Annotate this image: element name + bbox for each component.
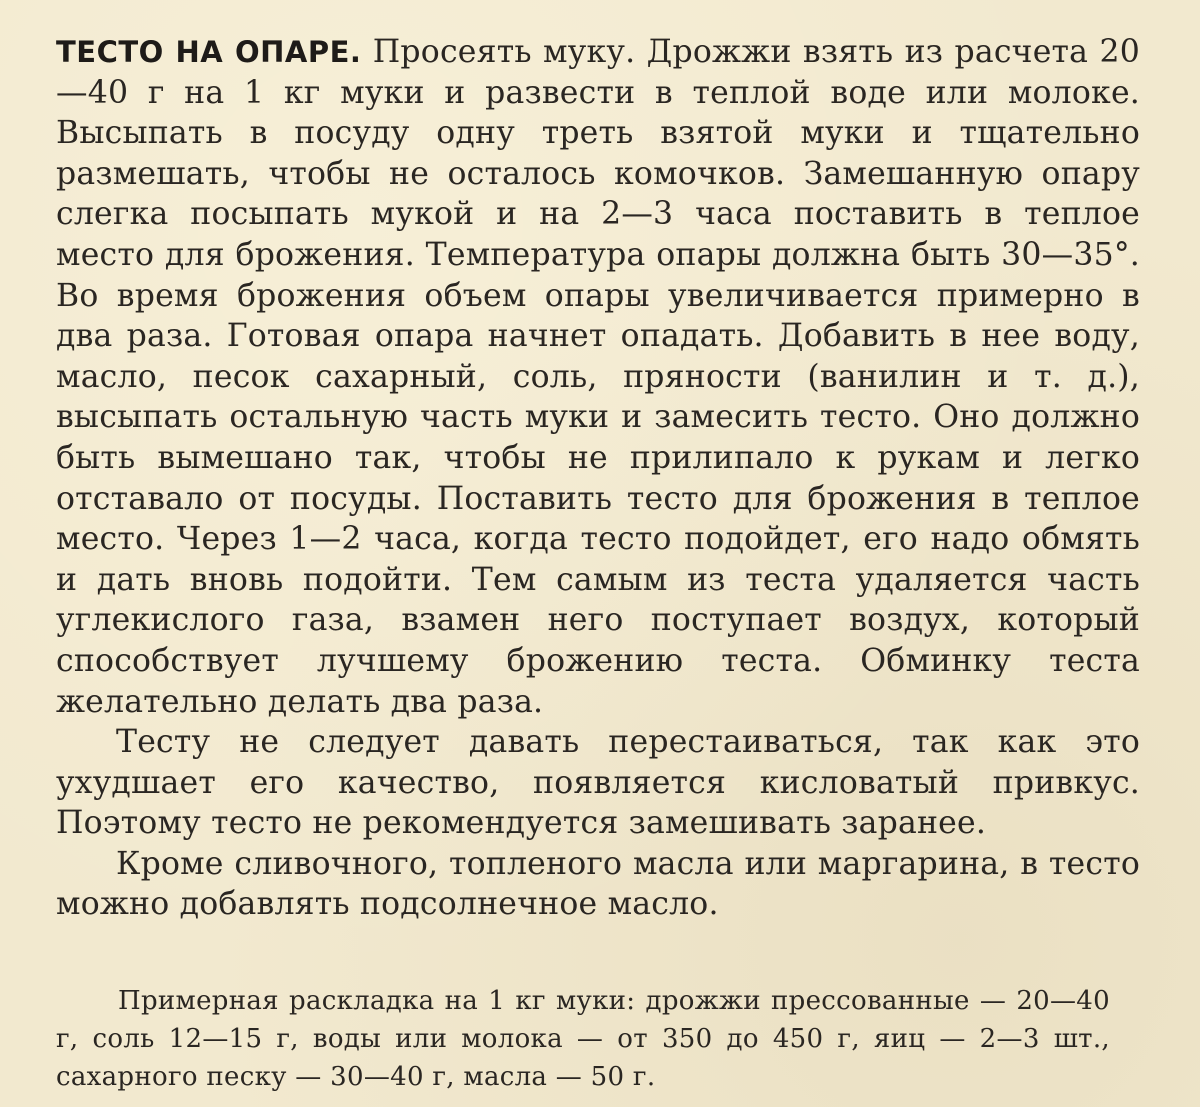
ingredient-note: Примерная раскладка на 1 кг муки: дрожжи прессованные — 20—40 г, соль 12—15 г, воды или молока — от 350 до 450 г, яиц — 2—3 шт., сахарного песку — 30—40 г, масла — 50 г. [56,986,1110,1092]
recipe-paragraph-2: Тесту не следует давать перестаиваться, так как это ухудшает его качество, появляется кисловатый привкус. Поэтому тесто не рекомендуется замешивать заранее. [56,724,1140,842]
recipe-heading: ТЕСТО НА ОПАРЕ. [56,35,362,69]
recipe-paragraph-1 [56,32,1140,722]
recipe-paragraph-3: Кроме сливочного, топленого масла или маргарина, в тесто можно добавлять подсолнечное масло. [56,845,1140,923]
recipe-paragraph-1-text: Просеять муку. Дрожжи взять из расчета 20—40 г на 1 кг муки и развести в теплой воде или молоке. Высыпать в посуду одну треть взятой муки и тщательно размешать, чтобы не осталось комочков. Замешанную опару слегка посыпать мукой и на 2—3 часа поставить в теплое место для брожения. Температура опары должна быть 30—35°. Во время брожения объем опары увеличивается примерно в два раза. Готовая опара начнет опадать. Добавить в нее воду, масло, песок сахарный, соль, пряности (ванилин и т. д.), высыпать остальную часть муки и замесить тесто. Оно должно быть вымешано так, чтобы не прилипало к рукам и легко отставало от посуды. Поставить тесто для брожения в теплое место. Через 1—2 часа, когда тесто подойдет, его надо обмять и дать вновь подойти. Тем самым из теста удаляется часть углекислого газа, взамен него поступает воздух, который способствует лучшему брожению теста. Обминку теста желательно делать два раза. [56,34,1140,720]
